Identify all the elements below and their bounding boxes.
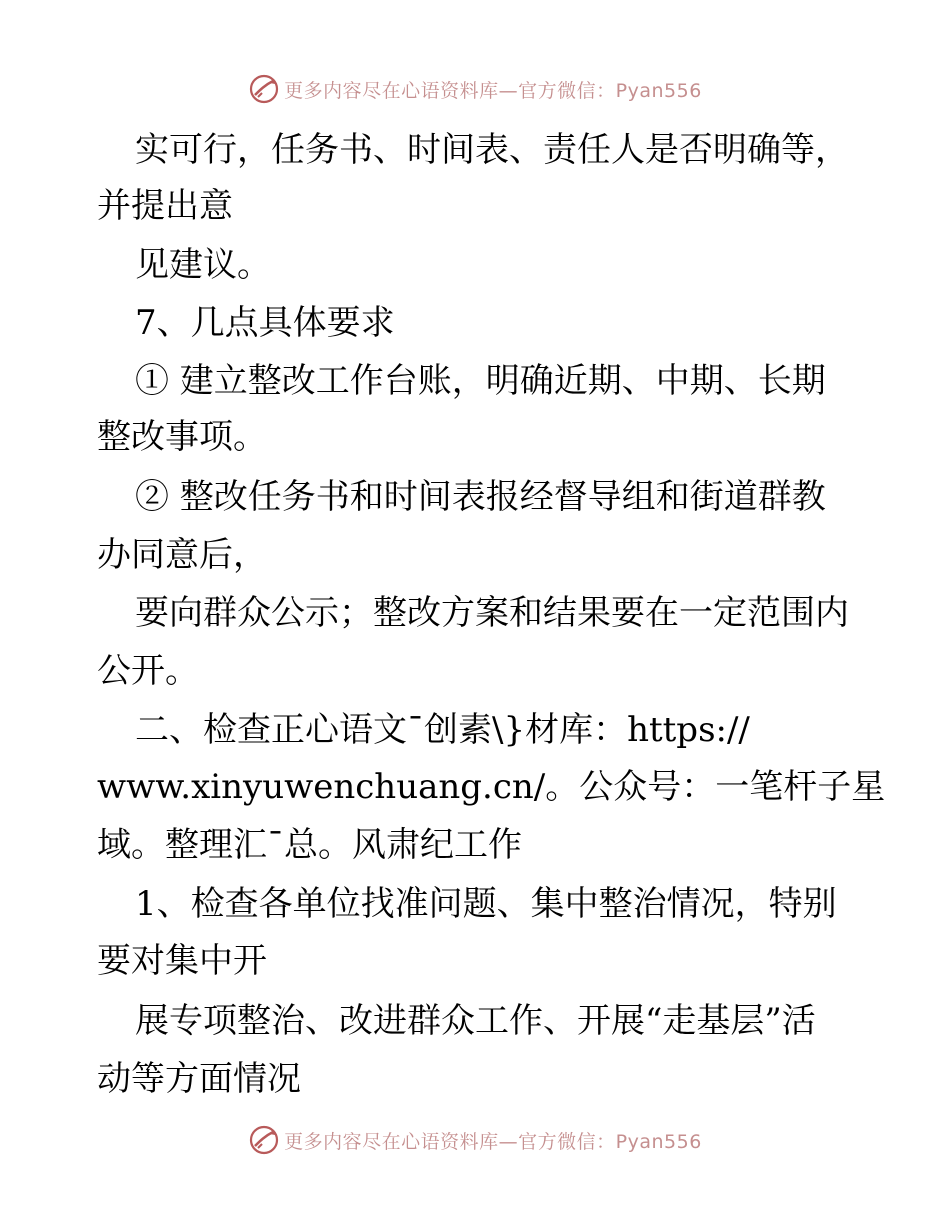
text-line: 要向群众公示；整改方案和结果要在一定范围内 <box>135 593 849 633</box>
text-line: 公开。 <box>97 651 199 691</box>
text-line: 二、检查正心语文¯创素\}材库：https:// <box>135 710 750 750</box>
text-line: 动等方面情况 <box>97 1059 301 1099</box>
text-line: 见建议。 <box>135 245 271 285</box>
pen-logo-icon <box>248 1124 280 1156</box>
watermark-text: 更多内容尽在心语资料库—官方微信：Pyan556 <box>284 1130 702 1153</box>
text-line: 域。整理汇¯总。风肃纪工作 <box>97 825 522 865</box>
text-line: 办同意后， <box>97 535 267 575</box>
text-line: www.xinyuwenchuang.cn/。公众号：一笔杆子星 <box>97 767 886 807</box>
footer-watermark <box>0 1122 950 1158</box>
header-watermark <box>0 71 950 107</box>
text-line: 并提出意 <box>97 186 233 226</box>
text-line: 展专项整治、改进群众工作、开展“走基层”活 <box>135 1001 816 1041</box>
pen-logo-icon <box>248 73 280 105</box>
text-line: 实可行，任务书、时间表、责任人是否明确等， <box>135 130 849 170</box>
text-line: 整改事项。 <box>97 417 267 457</box>
text-line: ② 整改任务书和时间表报经督导组和街道群教 <box>135 477 826 517</box>
watermark-text: 更多内容尽在心语资料库—官方微信：Pyan556 <box>284 79 702 102</box>
text-line: 7、几点具体要求 <box>135 303 395 343</box>
text-line: 要对集中开 <box>97 941 267 981</box>
text-line: ① 建立整改工作台账，明确近期、中期、长期 <box>135 361 826 401</box>
text-line: 1、检查各单位找准问题、集中整治情况，特别 <box>135 884 837 924</box>
